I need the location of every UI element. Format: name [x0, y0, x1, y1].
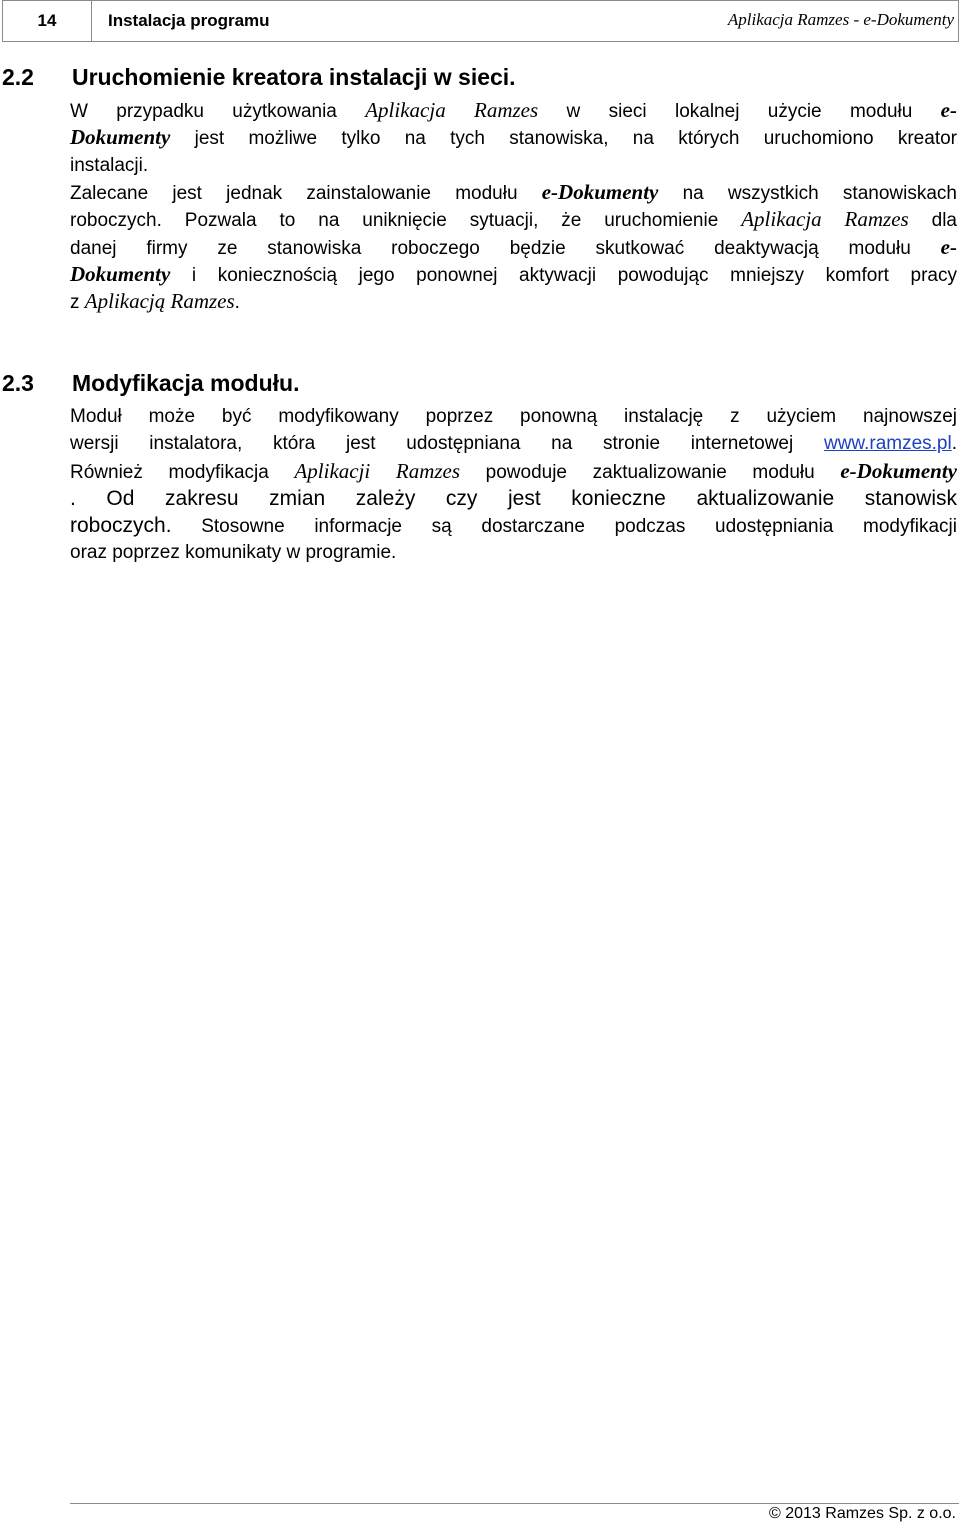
text-span: w sieci lokalnej użycie modułu — [538, 101, 941, 122]
text-line — [70, 430, 957, 457]
text-span: Stosowne informacje są dostarczane podczas udostępniania modyfikacji — [171, 516, 957, 538]
paragraph-recommendation — [70, 179, 957, 315]
text-span: wersji instalatora, która jest udostępniana na stronie internetowej — [70, 433, 824, 455]
module-name: e- — [940, 98, 957, 122]
text-span: z — [70, 292, 85, 314]
app-title: Aplikacja Ramzes - e-Dokumenty — [727, 10, 954, 29]
text-line — [70, 458, 957, 485]
module-name: Dokumenty — [70, 125, 171, 150]
paragraph-network-usage — [70, 97, 957, 179]
text-line: oraz poprzez komunikaty w programie. — [70, 542, 397, 564]
product-name: Aplikacji Ramzes — [294, 458, 461, 483]
text-line — [70, 179, 957, 206]
module-name: e-Dokumenty — [541, 180, 659, 204]
text-span: danej firmy ze stanowiska roboczego będzie skutkować deaktywacją modułu — [70, 237, 941, 259]
section-number: 2.2 — [2, 64, 34, 90]
footer-copyright: © 2013 Ramzes Sp. z o.o. — [769, 1505, 956, 1522]
text-span: . — [951, 433, 957, 455]
product-name: Aplikacja Ramzes — [741, 207, 909, 232]
text-line — [70, 97, 957, 124]
text-span: . — [234, 292, 240, 314]
section-title: Modyfikacja modułu. — [72, 370, 300, 396]
text-span: Zalecane jest jednak zainstalowanie modułu — [70, 183, 542, 204]
text-span: powoduje zaktualizowanie modułu — [460, 461, 841, 483]
header-bar — [92, 0, 959, 42]
module-name: e- — [940, 234, 957, 259]
text-span: i koniecznością jego ponownej aktywacji powodując mniejszy komfort pracy — [170, 264, 957, 286]
section-heading-2-2 — [2, 64, 516, 91]
footer-divider — [70, 1503, 959, 1504]
text-line — [70, 512, 957, 539]
page-number: 14 — [2, 0, 92, 42]
product-name: Aplikacja Ramzes — [365, 98, 539, 122]
text-line — [70, 288, 957, 315]
section-number: 2.3 — [2, 370, 34, 396]
text-line — [70, 261, 957, 288]
text-line: instalacji. — [70, 154, 149, 176]
text-span: na wszystkich stanowiskach — [658, 183, 957, 204]
module-name: Dokumenty — [70, 261, 171, 286]
text-line — [70, 124, 957, 151]
chapter-title: Instalacja programu — [108, 11, 270, 30]
paragraph-module-modification — [70, 403, 957, 567]
section-heading-2-3 — [2, 370, 299, 397]
text-line — [70, 234, 957, 261]
text-span: roboczych. — [70, 514, 172, 538]
text-line: Moduł może być modyfikowany poprzez ponowną instalację z użyciem najnowszej — [70, 406, 957, 427]
website-link[interactable]: www.ramzes.pl — [823, 433, 952, 455]
text-span: roboczych. Pozwala to na uniknięcie sytuacji, że uruchomienie — [70, 210, 742, 232]
text-line: . Od zakresu zmian zależy czy jest konieczne aktualizowanie stanowisk — [70, 486, 957, 510]
product-name: Aplikacją Ramzes — [84, 289, 235, 314]
module-name: e-Dokumenty — [840, 458, 957, 483]
text-span: dla — [908, 210, 957, 232]
text-line — [70, 206, 957, 233]
text-span: jest możliwe tylko na tych stanowiska, na których uruchomiono kreator — [170, 128, 957, 150]
page-header — [2, 0, 959, 42]
text-span: W przypadku użytkowania — [70, 101, 366, 122]
text-span: Również modyfikacja — [70, 461, 295, 483]
section-title: Uruchomienie kreatora instalacji w sieci. — [72, 64, 516, 90]
